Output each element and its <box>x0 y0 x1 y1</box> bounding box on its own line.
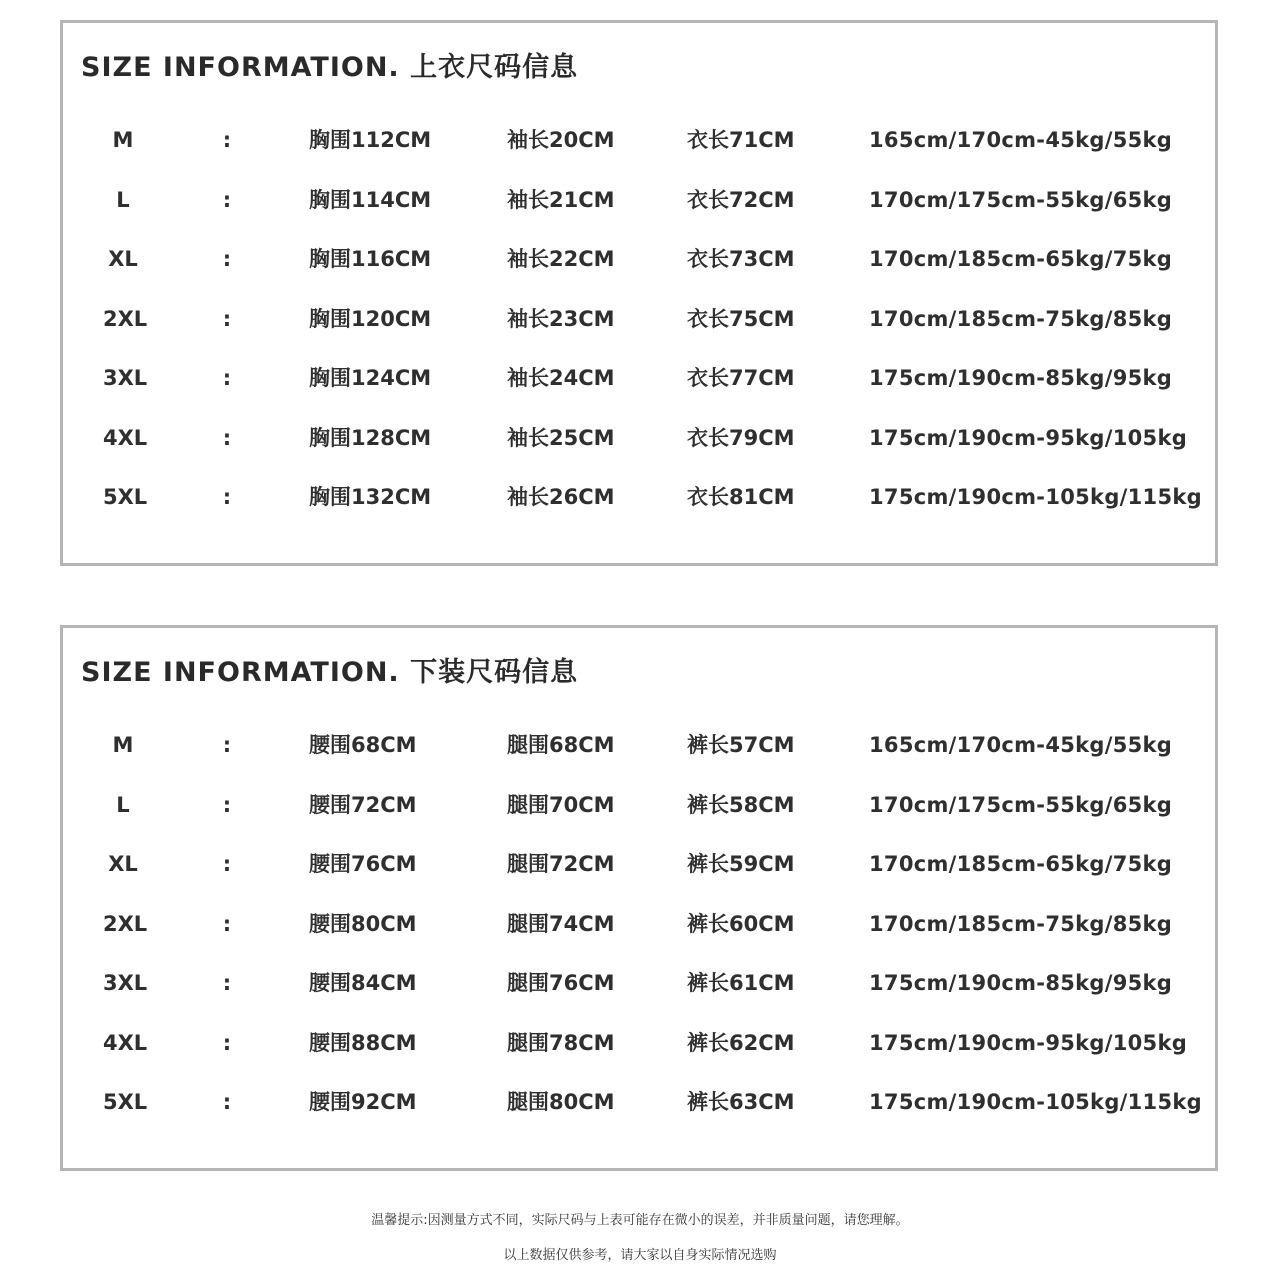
separator: : <box>222 366 232 390</box>
table-row <box>63 716 1215 776</box>
separator: : <box>222 852 232 876</box>
fit-recommendation: 175cm/190cm-85kg/95kg <box>869 971 1173 995</box>
chest-value: 胸围128CM <box>309 425 432 450</box>
fit-recommendation: 170cm/185cm-75kg/85kg <box>869 911 1173 936</box>
table-row <box>63 954 1215 1014</box>
table-row <box>63 776 1215 836</box>
thigh-value: 腿围80CM <box>507 1090 615 1114</box>
fit-recommendation: 175cm/190cm-95kg/105kg <box>869 425 1188 450</box>
fit-recommendation: 170cm/185cm-65kg/75kg <box>869 852 1173 876</box>
garment-length-value: 衣长71CM <box>687 128 795 152</box>
garment-length-value: 衣长81CM <box>687 485 795 509</box>
table-row <box>63 895 1215 955</box>
thigh-value: 腿围74CM <box>507 911 615 936</box>
top-table-rows <box>63 111 1215 528</box>
fit-recommendation: 170cm/185cm-75kg/85kg <box>869 306 1173 331</box>
thigh-value: 腿围76CM <box>507 971 615 995</box>
size-label: L <box>116 187 130 212</box>
bottom-size-table <box>60 625 1218 1171</box>
top-table-title: SIZE INFORMATION. 上衣尺码信息 <box>81 52 579 83</box>
pants-length-value: 裤长57CM <box>687 733 795 757</box>
garment-length-value: 衣长79CM <box>687 425 795 450</box>
separator: : <box>222 247 232 271</box>
chest-value: 胸围120CM <box>309 306 432 331</box>
size-label: 4XL <box>103 1030 148 1055</box>
waist-value: 腰围76CM <box>309 852 417 876</box>
thigh-value: 腿围72CM <box>507 852 615 876</box>
chest-value: 胸围132CM <box>309 485 432 509</box>
fit-recommendation: 175cm/190cm-85kg/95kg <box>869 366 1173 390</box>
fit-recommendation: 165cm/170cm-45kg/55kg <box>869 733 1173 757</box>
sleeve-length-value: 袖长23CM <box>507 306 615 331</box>
size-label: 5XL <box>103 485 148 509</box>
table-row <box>63 290 1215 350</box>
size-label: 2XL <box>103 911 148 936</box>
size-label: L <box>116 792 130 817</box>
table-row <box>63 230 1215 290</box>
size-label: XL <box>108 247 138 271</box>
table-row <box>63 1073 1215 1133</box>
pants-length-value: 裤长59CM <box>687 852 795 876</box>
thigh-value: 腿围78CM <box>507 1030 615 1055</box>
fit-recommendation: 175cm/190cm-105kg/115kg <box>869 485 1202 509</box>
waist-value: 腰围72CM <box>309 792 417 817</box>
sleeve-length-value: 袖长26CM <box>507 485 615 509</box>
chest-value: 胸围114CM <box>309 187 432 212</box>
separator: : <box>222 971 232 995</box>
chest-value: 胸围112CM <box>309 128 432 152</box>
top-size-table <box>60 20 1218 566</box>
waist-value: 腰围92CM <box>309 1090 417 1114</box>
measurement-disclaimer: 温馨提示:因测量方式不同，实际尺码与上表可能存在微小的误差，并非质量问题，请您理解。 <box>371 1213 909 1228</box>
size-label: 3XL <box>103 971 148 995</box>
separator: : <box>222 1090 232 1114</box>
fit-recommendation: 170cm/175cm-55kg/65kg <box>869 792 1173 817</box>
garment-length-value: 衣长75CM <box>687 306 795 331</box>
thigh-value: 腿围70CM <box>507 792 615 817</box>
sleeve-length-value: 袖长20CM <box>507 128 615 152</box>
size-label: 5XL <box>103 1090 148 1114</box>
separator: : <box>222 128 232 152</box>
size-label: M <box>112 733 134 757</box>
table-row <box>63 171 1215 231</box>
sleeve-length-value: 袖长24CM <box>507 366 615 390</box>
pants-length-value: 裤长62CM <box>687 1030 795 1055</box>
separator: : <box>222 306 232 331</box>
bottom-table-rows <box>63 716 1215 1133</box>
chest-value: 胸围116CM <box>309 247 432 271</box>
pants-length-value: 裤长58CM <box>687 792 795 817</box>
garment-length-value: 衣长73CM <box>687 247 795 271</box>
chest-value: 胸围124CM <box>309 366 432 390</box>
fit-recommendation: 175cm/190cm-95kg/105kg <box>869 1030 1188 1055</box>
separator: : <box>222 1030 232 1055</box>
separator: : <box>222 187 232 212</box>
waist-value: 腰围88CM <box>309 1030 417 1055</box>
sleeve-length-value: 袖长25CM <box>507 425 615 450</box>
fit-recommendation: 170cm/185cm-65kg/75kg <box>869 247 1173 271</box>
fit-recommendation: 175cm/190cm-105kg/115kg <box>869 1090 1202 1114</box>
pants-length-value: 裤长61CM <box>687 971 795 995</box>
size-label: 2XL <box>103 306 148 331</box>
thigh-value: 腿围68CM <box>507 733 615 757</box>
separator: : <box>222 733 232 757</box>
fit-recommendation: 165cm/170cm-45kg/55kg <box>869 128 1173 152</box>
garment-length-value: 衣长77CM <box>687 366 795 390</box>
table-row <box>63 111 1215 171</box>
separator: : <box>222 485 232 509</box>
table-row <box>63 835 1215 895</box>
sleeve-length-value: 袖长22CM <box>507 247 615 271</box>
separator: : <box>222 425 232 450</box>
size-label: 4XL <box>103 425 148 450</box>
waist-value: 腰围84CM <box>309 971 417 995</box>
table-row <box>63 409 1215 469</box>
table-row <box>63 349 1215 409</box>
pants-length-value: 裤长60CM <box>687 911 795 936</box>
separator: : <box>222 911 232 936</box>
waist-value: 腰围68CM <box>309 733 417 757</box>
reference-note: 以上数据仅供参考，请大家以自身实际情况选购 <box>503 1248 777 1263</box>
garment-length-value: 衣长72CM <box>687 187 795 212</box>
fit-recommendation: 170cm/175cm-55kg/65kg <box>869 187 1173 212</box>
waist-value: 腰围80CM <box>309 911 417 936</box>
bottom-table-title: SIZE INFORMATION. 下装尺码信息 <box>81 657 579 688</box>
sleeve-length-value: 袖长21CM <box>507 187 615 212</box>
separator: : <box>222 792 232 817</box>
table-row <box>63 468 1215 528</box>
size-label: 3XL <box>103 366 148 390</box>
size-label: XL <box>108 852 138 876</box>
pants-length-value: 裤长63CM <box>687 1090 795 1114</box>
table-row <box>63 1014 1215 1074</box>
size-label: M <box>112 128 134 152</box>
